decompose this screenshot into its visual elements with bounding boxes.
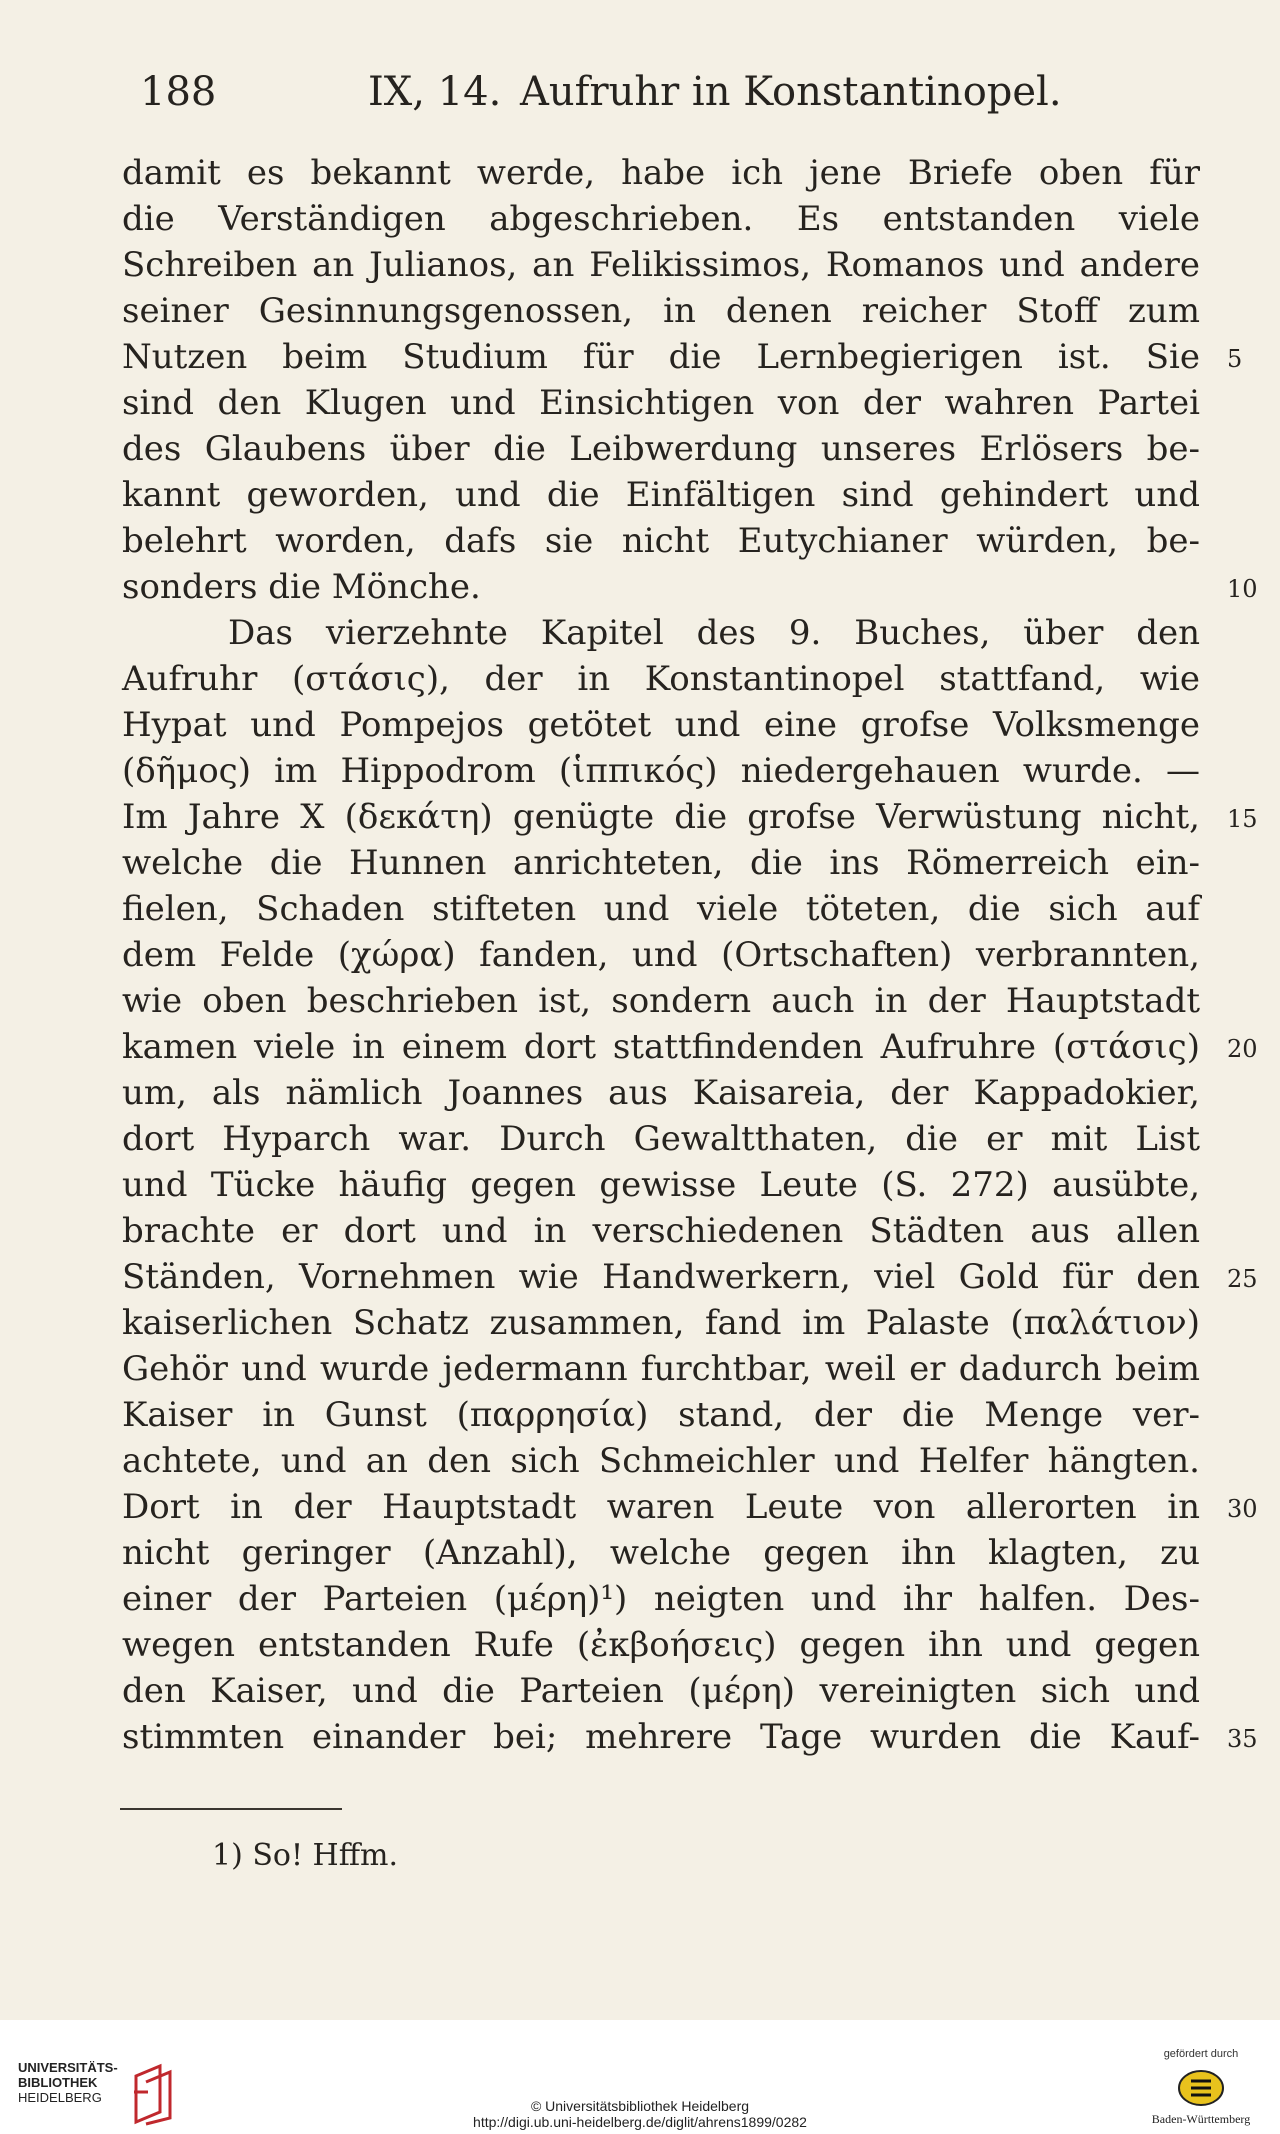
text-line <box>122 840 1202 886</box>
line-number: 35 <box>1227 1725 1258 1753</box>
line-text: Kaiser in Gunst (παρρησία) stand, der die Menge ver- <box>122 1395 1200 1435</box>
library-name-line3: HEIDELBERG <box>18 2090 102 2105</box>
text-line <box>122 1622 1202 1668</box>
line-text: einer der Parteien (μέρη)¹) neigten und ihr halfen. Des- <box>122 1579 1200 1619</box>
line-text: wie oben beschrieben ist, sondern auch in der Hauptstadt <box>122 981 1200 1021</box>
line-number: 10 <box>1227 575 1258 603</box>
text-line <box>122 518 1202 564</box>
line-text: um, als nämlich Joannes aus Kaisareia, der Kappadokier, <box>122 1073 1200 1113</box>
library-name-line2: BIBLIOTHEK <box>18 2075 98 2090</box>
line-text: Dort in der Hauptstadt waren Leute von allerorten in <box>122 1487 1200 1527</box>
text-line <box>122 1116 1202 1162</box>
line-number: 25 <box>1227 1265 1258 1293</box>
line-text: den Kaiser, und die Parteien (μέρη) vereinigten sich und <box>122 1671 1200 1711</box>
line-text: Gehör und wurde jedermann furchtbar, weil er dadurch beim <box>122 1349 1200 1389</box>
text-line <box>122 1714 1258 1760</box>
text-line <box>122 656 1202 702</box>
text-line <box>122 1576 1202 1622</box>
line-number: 30 <box>1227 1495 1258 1523</box>
text-line <box>122 1070 1202 1116</box>
running-head <box>140 62 1160 122</box>
line-text: Hypat und Pompejos getötet und eine grofse Volksmenge <box>122 705 1200 745</box>
line-text: sonders die Mönche. <box>122 567 481 607</box>
text-line <box>122 242 1202 288</box>
text-line <box>122 1300 1202 1346</box>
digitization-footer <box>0 2020 1280 2134</box>
line-text: welche die Hunnen anrichteten, die ins Römerreich ein- <box>122 843 1200 883</box>
line-text: die Verständigen abgeschrieben. Es entstanden viele <box>122 199 1200 239</box>
text-line <box>122 1530 1202 1576</box>
line-text: dem Felde (χώρα) fanden, und (Ortschaften) verbrannten, <box>122 935 1200 975</box>
funding-logo <box>1136 2048 1266 2134</box>
line-text: Das vierzehnte Kapitel des 9. Buches, über den <box>228 613 1200 653</box>
text-line <box>122 702 1202 748</box>
line-text: dort Hyparch war. Durch Gewaltthaten, die er mit List <box>122 1119 1200 1159</box>
line-text: des Glaubens über die Leibwerdung unseres Erlösers be- <box>122 429 1200 469</box>
funded-by-label: gefördert durch <box>1163 2048 1239 2060</box>
text-line <box>122 886 1202 932</box>
text-line <box>122 472 1202 518</box>
text-line <box>122 288 1202 334</box>
text-line <box>122 932 1202 978</box>
line-text: Im Jahre X (δεκάτη) genügte die grofse Verwüstung nicht, <box>122 797 1200 837</box>
text-line <box>122 1162 1202 1208</box>
text-line <box>122 426 1202 472</box>
footnote-divider <box>120 1808 342 1810</box>
text-line <box>122 1484 1258 1530</box>
page-number: 188 <box>140 69 217 115</box>
running-title: Aufruhr in Konstantinopel. <box>520 69 1062 115</box>
line-text: Aufruhr (στάσις), der in Konstantinopel stattfand, wie <box>122 659 1200 699</box>
line-text: damit es bekannt werde, habe ich jene Briefe oben für <box>122 153 1200 193</box>
line-text: Ständen, Vornehmen wie Handwerkern, viel Gold für den <box>122 1257 1200 1297</box>
text-line <box>122 1208 1202 1254</box>
line-number: 15 <box>1227 805 1258 833</box>
line-text: und Tücke häufig gegen gewisse Leute (S. 272) ausübte, <box>122 1165 1200 1205</box>
line-text: nicht geringer (Anzahl), welche gegen ihn klagten, zu <box>122 1533 1200 1573</box>
line-text: (δῆμος) im Hippodrom (ἱππικός) niedergehauen wurde. — <box>122 751 1200 791</box>
text-line <box>122 610 1202 656</box>
line-text: kannt geworden, und die Einfältigen sind gehindert und <box>122 475 1200 515</box>
text-line <box>122 1254 1258 1300</box>
text-line <box>122 1392 1202 1438</box>
text-line <box>122 1346 1202 1392</box>
copyright-notice: © Universitätsbibliothek Heidelberg <box>530 2098 750 2114</box>
line-text: belehrt worden, dafs sie nicht Eutychianer würden, be- <box>122 521 1200 561</box>
text-line <box>122 978 1202 1024</box>
text-line <box>122 1438 1202 1484</box>
line-text: fielen, Schaden stifteten und viele töteten, die sich auf <box>122 889 1200 929</box>
line-text: wegen entstanden Rufe (ἐκβοήσεις) gegen ihn und gegen <box>122 1625 1200 1665</box>
region-label: Baden-Württemberg <box>1151 2112 1251 2126</box>
coat-of-arms-icon <box>1177 2068 1225 2108</box>
section-number: IX, 14. <box>368 69 502 115</box>
text-line <box>122 196 1202 242</box>
line-text: Schreiben an Julianos, an Felikissimos, Romanos und andere <box>122 245 1200 285</box>
text-line <box>122 380 1202 426</box>
permalink-url[interactable]: http://digi.ub.uni-heidelberg.de/diglit/ahrens1899/0282 <box>473 2114 807 2130</box>
line-text: stimmten einander bei; mehrere Tage wurden die Kauf- <box>122 1717 1200 1757</box>
text-line <box>122 1668 1202 1714</box>
text-line <box>122 794 1258 840</box>
footnote: 1) So! Hffm. <box>212 1838 398 1873</box>
body-text <box>122 150 1258 1760</box>
line-text: seiner Gesinnungsgenossen, in denen reicher Stoff zum <box>122 291 1200 331</box>
line-text: brachte er dort und in verschiedenen Städten aus allen <box>122 1211 1200 1251</box>
line-text: achtete, und an den sich Schmeichler und Helfer hängten. <box>122 1441 1200 1481</box>
library-name-line1: UNIVERSITÄTS- <box>18 2060 118 2075</box>
text-line <box>122 748 1202 794</box>
text-line <box>122 150 1202 196</box>
text-line <box>122 1024 1258 1070</box>
text-line <box>122 334 1243 380</box>
line-number: 5 <box>1227 345 1243 373</box>
text-line <box>122 564 1258 610</box>
line-text: kamen viele in einem dort stattfindenden Aufruhre (στάσις) <box>122 1027 1200 1067</box>
line-number: 20 <box>1227 1035 1258 1063</box>
line-text: sind den Klugen und Einsichtigen von der wahren Partei <box>122 383 1200 423</box>
line-text: Nutzen beim Studium für die Lernbegierigen ist. Sie <box>122 337 1200 377</box>
line-text: kaiserlichen Schatz zusammen, fand im Palaste (παλάτιον) <box>122 1303 1200 1343</box>
